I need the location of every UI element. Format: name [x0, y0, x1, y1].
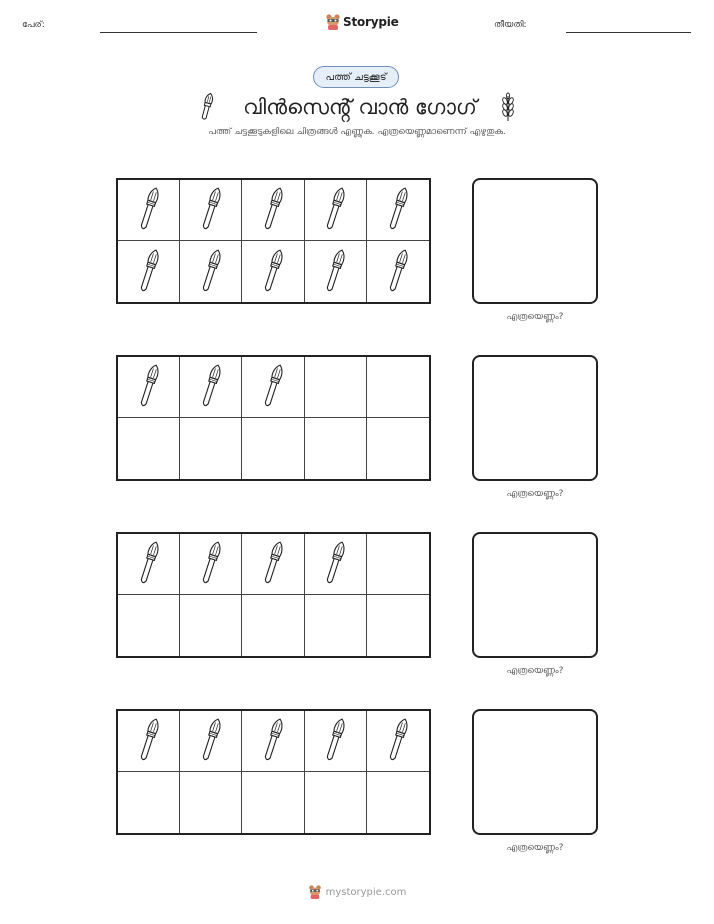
- ten-frame-cell: [305, 772, 367, 833]
- name-label: പേര്:: [22, 20, 45, 30]
- paintbrush-icon: [262, 247, 284, 297]
- ten-frame-cell: [118, 241, 180, 302]
- paintbrush-icon: [387, 185, 409, 235]
- paintbrush-icon: [324, 716, 346, 766]
- ten-frame-cell: [242, 772, 304, 833]
- paintbrush-icon: [324, 539, 346, 589]
- ten-frame-cell: [118, 418, 180, 479]
- ten-frame-cell: [305, 180, 367, 241]
- paintbrush-icon: [200, 716, 222, 766]
- ten-frame-cell: [180, 418, 242, 479]
- instructions: പത്ത് ചട്ടക്കൂടുകളിലെ ചിത്രങ്ങൾ എണ്ണുക. എത്രയെണ്ണമാണെന്ന് എഴുതുക.: [208, 127, 506, 137]
- paintbrush-icon: [324, 185, 346, 235]
- ten-frame-cell: [367, 357, 429, 418]
- paintbrush-icon: [138, 185, 160, 235]
- answer-box[interactable]: [472, 532, 598, 658]
- ten-frame-cell: [305, 711, 367, 772]
- brand-logo: [325, 13, 399, 31]
- answer-box[interactable]: [472, 709, 598, 835]
- mascot-icon: [325, 13, 341, 31]
- ten-frame-cell: [367, 772, 429, 833]
- paintbrush-icon: [324, 247, 346, 297]
- wheat-icon: [499, 92, 517, 122]
- footer-url: mystorypie.com: [325, 886, 407, 898]
- paintbrush-icon: [200, 185, 222, 235]
- paintbrush-icon: [387, 247, 409, 297]
- ten-frame-cell: [367, 180, 429, 241]
- paintbrush-icon: [138, 716, 160, 766]
- answer-label: എത്രയെണ്ണം?: [506, 312, 564, 322]
- ten-frame-cell: [180, 180, 242, 241]
- paintbrush-icon: [138, 247, 160, 297]
- paintbrush-icon: [262, 539, 284, 589]
- paintbrush-icon: [138, 539, 160, 589]
- answer-label: എത്രയെണ്ണം?: [506, 666, 564, 676]
- date-line[interactable]: [566, 32, 691, 33]
- page-title: വിൻസെൻ്റ് വാൻ ഗോഗ്: [243, 94, 477, 119]
- ten-frame-cell: [118, 711, 180, 772]
- mascot-icon: [308, 884, 322, 900]
- ten-frame-cell: [118, 180, 180, 241]
- ten-frame-cell: [242, 241, 304, 302]
- ten-frame: [116, 532, 431, 658]
- date-label: തീയതി:: [494, 20, 527, 30]
- ten-frame-cell: [367, 534, 429, 595]
- ten-frame-cell: [180, 772, 242, 833]
- ten-frame: [116, 355, 431, 481]
- ten-frame-cell: [242, 711, 304, 772]
- name-line[interactable]: [100, 32, 257, 33]
- ten-frame-cell: [242, 595, 304, 656]
- ten-frame-cell: [305, 357, 367, 418]
- ten-frame-cell: [180, 357, 242, 418]
- ten-frame-cell: [305, 595, 367, 656]
- ten-frame: [116, 178, 431, 304]
- answer-label: എത്രയെണ്ണം?: [506, 489, 564, 499]
- paintbrush-icon: [200, 539, 222, 589]
- ten-frame-cell: [180, 241, 242, 302]
- ten-frame-cell: [367, 241, 429, 302]
- ten-frame-cell: [367, 595, 429, 656]
- ten-frame-cell: [180, 711, 242, 772]
- ten-frame-cell: [180, 595, 242, 656]
- ten-frame-cell: [305, 241, 367, 302]
- ten-frame-cell: [180, 534, 242, 595]
- ten-frame-cell: [118, 595, 180, 656]
- ten-frame-cell: [305, 534, 367, 595]
- ten-frame-cell: [242, 180, 304, 241]
- paintbrush-icon: [262, 185, 284, 235]
- ten-frame-cell: [367, 711, 429, 772]
- paintbrush-icon: [387, 716, 409, 766]
- ten-frame-cell: [305, 418, 367, 479]
- ten-frame-cell: [118, 534, 180, 595]
- paintbrush-icon: [262, 362, 284, 412]
- paintbrush-icon: [200, 247, 222, 297]
- ten-frame-cell: [118, 357, 180, 418]
- answer-label: എത്രയെണ്ണം?: [506, 843, 564, 853]
- brand-name: Storypie: [343, 15, 399, 29]
- ten-frame-cell: [367, 418, 429, 479]
- answer-box[interactable]: [472, 355, 598, 481]
- paintbrush-icon: [200, 362, 222, 412]
- ten-frame-cell: [242, 534, 304, 595]
- paintbrush-icon: [262, 716, 284, 766]
- ten-frame-cell: [242, 418, 304, 479]
- footer: [0, 884, 714, 900]
- ten-frame-cell: [242, 357, 304, 418]
- ten-frame: [116, 709, 431, 835]
- worksheet-tag: പത്ത് ചട്ടക്കൂട്: [313, 66, 399, 88]
- paintbrush-icon: [138, 362, 160, 412]
- ten-frame-cell: [118, 772, 180, 833]
- answer-box[interactable]: [472, 178, 598, 304]
